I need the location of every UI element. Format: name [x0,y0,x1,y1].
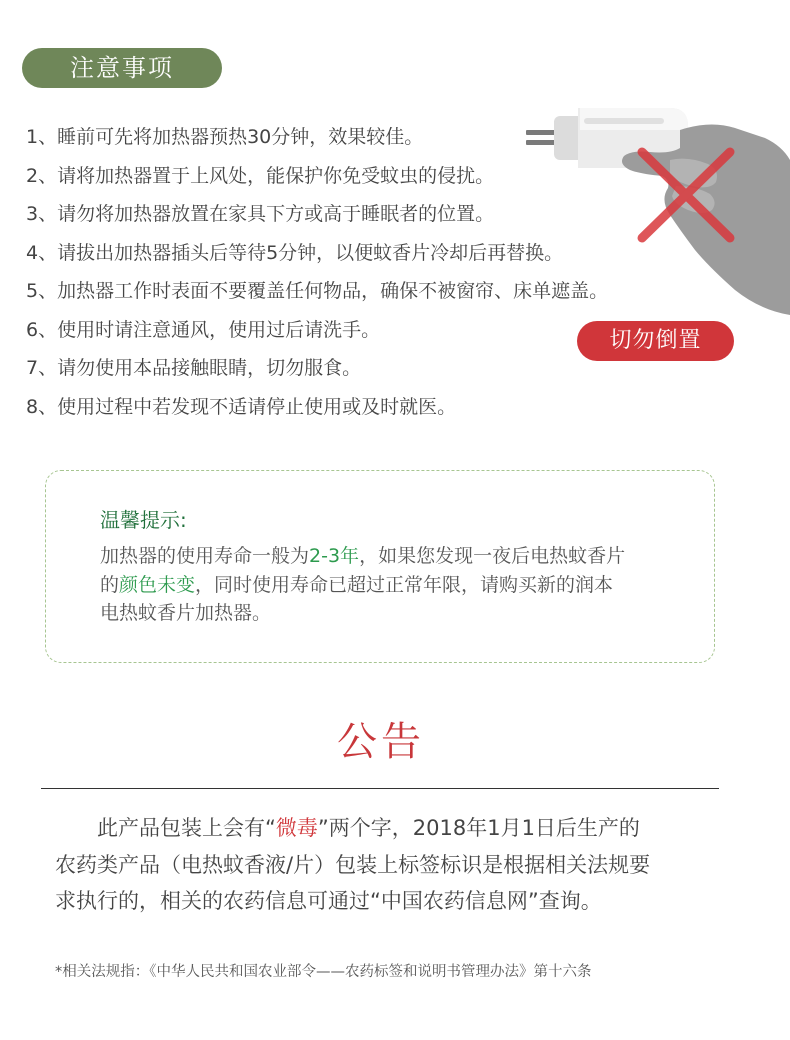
do-not-invert-label: 切勿倒置 [577,321,734,361]
tip-text: ，同时使用寿命已超过正常年限，请购买新的润本 [195,573,614,596]
regulation-footnote: *相关法规指：《中华人民共和国农业部令——农药标签和说明书管理办法》第十六条 [55,964,592,980]
notice-item-6: 6、使用时请注意通风，使用过后请洗手。 [26,318,381,341]
notice-item-2: 2、请将加热器置于上风处，能保护你免受蚊虫的侵扰。 [26,164,495,187]
announcement-line-2: 农药类产品（电热蚊香液/片）包装上标签标识是根据相关法规要 [55,852,651,877]
announcement-line-3: 求执行的，相关的农药信息可通过“中国农药信息网”查询。 [55,889,602,913]
tip-text: ，如果您发现一夜后电热蚊香片 [359,545,626,567]
notice-item-1: 1、睡前可先将加热器预热30分钟，效果较佳。 [26,126,424,148]
tip-text: 的 [100,573,120,596]
notice-title: 注意事项 [22,48,222,88]
tip-line-2 [100,571,680,600]
notice-item-4: 4、请拔出加热器插头后等待5分钟，以便蚊香片冷却后再替换。 [26,241,564,264]
announcement-line-1 [55,810,735,847]
tip-line-1 [100,542,680,571]
announcement-divider [41,788,719,789]
tip-title: 温馨提示: [100,508,187,532]
announcement-body [55,810,735,920]
inverted-heater-illustration [520,90,790,320]
notice-item-7: 7、请勿使用本品接触眼睛，切勿服食。 [26,357,362,379]
announcement-highlight: 微毒 [275,816,318,840]
announcement-text: ”两个字，2018年1月1日后生产的 [317,816,640,840]
tip-line-3: 电热蚊香片加热器。 [100,602,272,624]
notice-item-3: 3、请勿将加热器放置在家具下方或高于睡眠者的位置。 [26,203,495,225]
tip-highlight-color: 颜色未变 [119,573,196,596]
tip-highlight-lifespan: 2-3年 [309,545,360,567]
plug-prongs [526,130,556,145]
tip-body [100,542,680,628]
announcement-text: 此产品包装上会有“ [55,816,276,840]
notice-item-8: 8、使用过程中若发现不适请停止使用或及时就医。 [26,395,457,418]
tip-text: 加热器的使用寿命一般为 [100,545,310,567]
notice-item-5: 5、加热器工作时表面不要覆盖任何物品，确保不被窗帘、床单遮盖。 [26,280,609,302]
announcement-title: 公告 [337,719,425,765]
